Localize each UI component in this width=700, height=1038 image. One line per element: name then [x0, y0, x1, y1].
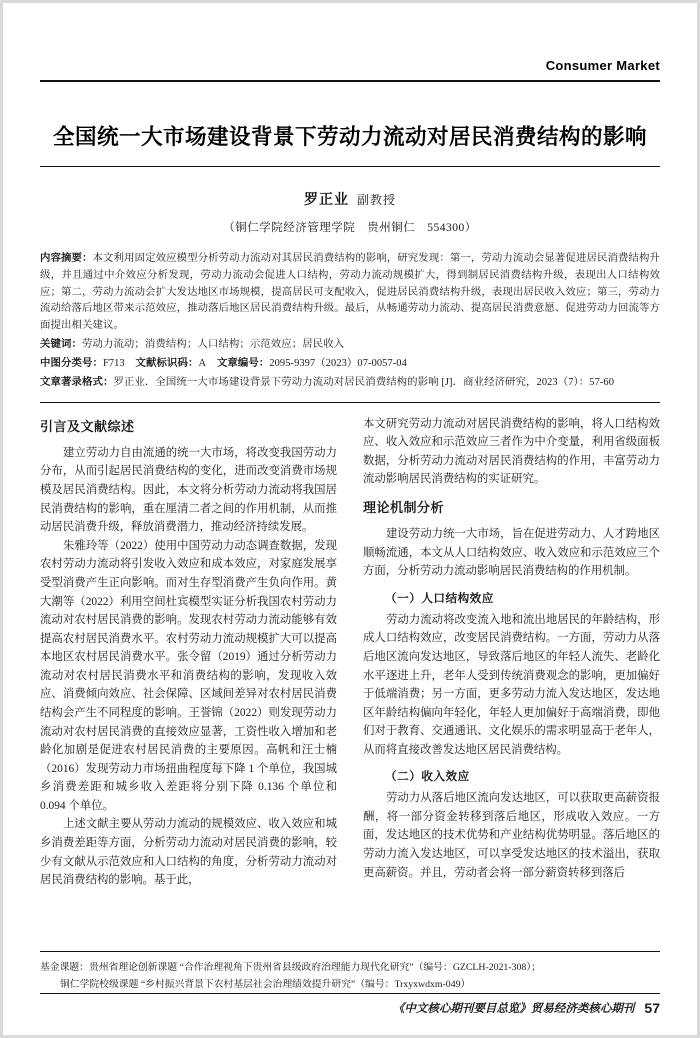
abstract-text: 本文利用固定效应模型分析劳动力流动对其居民消费结构的影响，研究发现：第一，劳动力流动会显著促进居民消费结构升级，并且通过中介效应分析发现，劳动力流动会促进人口结构，劳动力流动规模扩大，得到制居民消费结构升级，表现出人口结构效应；第二，劳动力流动会扩大发达地区市场规模，提高居民可支配收入，促进居民消费结构升级，表现出居民收入效应；第三，劳动力流动给落后地区带来示范效应，推动落后地区居民消费结构升级。最后，从畅通劳动力流动、提高居民消费意愿、促进劳动力回流等方面提出相关建议。 [40, 252, 660, 332]
article-id-label: 文章编号： [216, 358, 270, 369]
footnote-item: 基金课题：贵州省理论创新课题 “合作治理视角下贵州省县级政府治理能力现代化研究”（编号：GZCLH-2021-308）； [40, 961, 541, 973]
doc-code-label: 文献标识码： [135, 358, 199, 369]
author-affiliation: （铜仁学院经济管理学院 贵州铜仁 554300） [223, 221, 477, 234]
header-divider [40, 80, 660, 82]
footnote-item: 铜仁学院校级课题 “乡村振兴背景下农村基层社会治理绩效提升研究”（编号：Trxyxwdxm-049） [60, 978, 471, 990]
title-divider [40, 166, 660, 167]
paragraph-continued: 本文研究劳动力流动对居民消费结构的影响，将人口结构效应、收入效应和示范效应三者作为中介变量，利用省级面板数据，分析劳动力流动对居民消费结构的作用，丰富劳动力流动影响居民消费结构的实证研究。 [363, 417, 660, 486]
citation-row [40, 375, 660, 392]
column-left [40, 415, 337, 945]
title-block [40, 124, 660, 235]
scan-edge-top [0, 0, 700, 3]
spacer [363, 489, 660, 496]
abstract-block [40, 251, 660, 392]
paragraph: 劳动力流动将改变流入地和流出地居民的年龄结构，形成人口结构效应，改变居民消费结构。一方面，劳动力从落后地区流向发达地区，导致落后地区的年轻人流失、老龄化水平逐进上升，老年人受到传统消费观念的影响，更加偏好于低端消费；另一方面，更多劳动力流入发达地区，发达地区年龄结构偏向年轻化，年轻人更加偏好于高端消费，即他们对于教育、交通通讯、文化娱乐的需求明显高于老年人，从而将直接改善发达地区居民消费结构。 [363, 613, 660, 756]
page-title: 全国统一大市场建设背景下劳动力流动对居民消费结构的影响 [52, 125, 647, 150]
subsection-heading: （一）人口结构效应 [385, 590, 494, 605]
clc-value: F713 [102, 358, 125, 369]
citation-text: 罗正业．全国统一大市场建设背景下劳动力流动对居民消费结构的影响 [J]．商业经济研究，2023（7）：57-60 [113, 376, 615, 388]
scan-edge-left [0, 0, 3, 1038]
author-line [40, 189, 660, 209]
paragraph: 劳动力从落后地区流向发达地区，可以获取更高薪资报酬，将一部分资金转移到落后地区，形成收入效应。一方面，发达地区的技术优势和产业结构优势明显。落后地区的劳动力流入发达地区，可以享受发达地区的技术溢出，获取更高薪资。并且，劳动者会将一部分薪资转移到落后 [363, 792, 660, 879]
clc-label: 中图分类号： [40, 358, 103, 369]
paragraph: 朱雅玲等（2022）使用中国劳动力动态调查数据，发现农村劳动力流动将引发收入效应和成本效应，对家庭发展享受型消费产生正向影响。而对生存型消费产生负向作用。黄大潮等（2022）利用空间杜宾模型实证分析我国农村劳动力流动对农村居民消费的影响。发现农村劳动力流动能够有效提高农村居民消费水平。农村劳动力流动规模扩大可以提高本地区农村居民消费水平。张令留（2019）通过分析劳动力流动对农村居民消费水平和消费结构的影响，发现收入效应、消费倾向效应、社会保障、区域间差异对农村居民消费结构会产生不同程度的影响。王誉锦（2022）则发现劳动力流动对农村居民消费的直接效应显著，工资性收入增加和老龄化加剧是促进农村居民消费的主要原因。高帆和汪士楠（2016）发现劳动力市场扭曲程度每下降 1 个单位，我国城乡消费差距和城乡收入差距将分别下降 0.136 个单位和 0.094 个单位。 [40, 539, 337, 812]
author-name: 罗正业 [303, 192, 349, 208]
citation-label: 文章著录格式： [40, 376, 114, 388]
paragraph: 建立劳动力自由流通的统一大市场，将改变我国劳动力分布，从而引起居民消费结构的变化，进而改变消费市场规模及居民消费结构。因此，本文将分析劳动力流动将我国居民消费结构的影响，重在厘清二者之间的作用机制，从而推动居民消费升级，释放消费潜力，推动经济持续发展。 [40, 446, 337, 534]
keywords-label: 关键词： [40, 339, 82, 351]
body-divider [40, 402, 660, 403]
paragraph: 建设劳动力统一大市场，旨在促进劳动力、人才跨地区顺畅流通，本文从人口结构效应、收入效应和示范效应三个方面，分析劳动力流动影响居民消费结构的作用机制。 [363, 528, 660, 578]
footer-divider [40, 993, 660, 994]
article-body [40, 415, 660, 945]
journal-name: 《中文核心期刊要目总览》贸易经济类核心期刊 [392, 1001, 635, 1015]
subsection-heading: （二）收入效应 [385, 769, 470, 784]
running-head-text: Consumer Market [545, 58, 660, 73]
keywords-text: 劳动力流动；消费结构；人口结构；示范效应；居民收入 [81, 339, 345, 351]
abstract-label: 内容摘要： [40, 252, 93, 264]
abstract-row [40, 251, 660, 335]
article-id-value: 2095-9397（2023）07-0057-04 [269, 358, 407, 369]
footnotes [40, 959, 660, 993]
keywords-row [40, 337, 660, 354]
running-header [40, 0, 660, 73]
author-title: 副教授 [356, 192, 396, 207]
footnote-divider [40, 951, 660, 952]
section-heading: 理论机制分析 [363, 501, 445, 516]
paragraph: 上述文献主要从劳动力流动的规模效应、收入效应和城乡消费差距等方面，分析劳动力流动对居民消费的影响，较少有文献从示范效应和人口结构的角度，分析劳动力流动对居民消费结构的影响。基于此， [40, 818, 337, 887]
page-footer [40, 1000, 660, 1016]
column-right [363, 415, 660, 945]
page-number: 57 [644, 1000, 660, 1016]
section-heading: 引言及文献综述 [40, 419, 135, 435]
doc-code-value: A [198, 358, 207, 369]
classification-row [40, 356, 660, 373]
